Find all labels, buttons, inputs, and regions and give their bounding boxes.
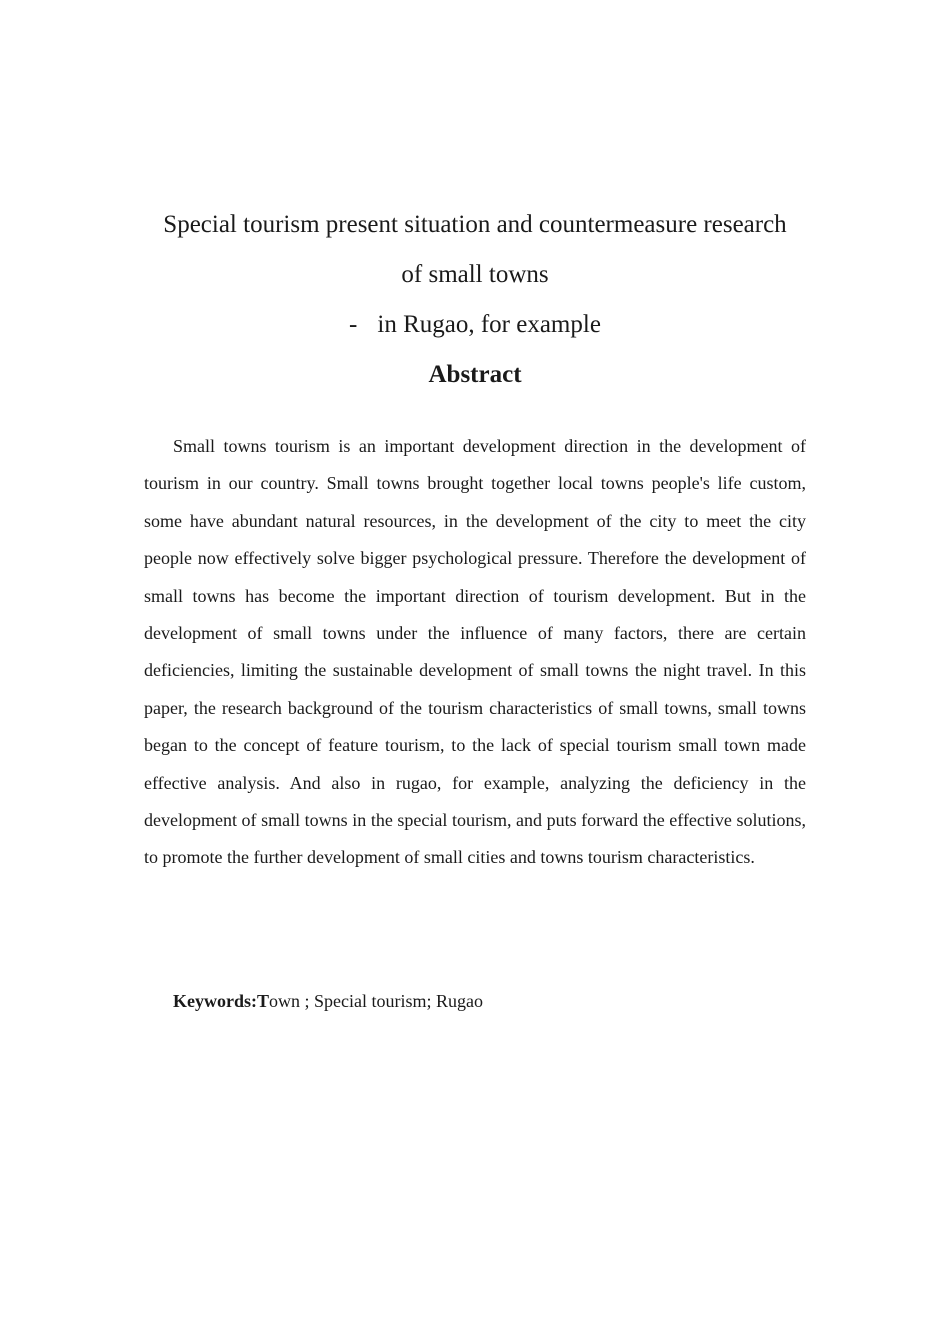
subtitle-dash: - bbox=[349, 311, 358, 338]
paper-subtitle bbox=[0, 300, 950, 350]
keywords-value: own ; Special tourism; Rugao bbox=[269, 991, 483, 1011]
abstract-heading: Abstract bbox=[428, 361, 522, 388]
paper-title-line-2: of small towns bbox=[401, 261, 549, 288]
subtitle-text: in Rugao, for example bbox=[377, 311, 601, 338]
keywords-label: Keywords:T bbox=[173, 991, 269, 1011]
title-block bbox=[0, 200, 950, 400]
keywords-line bbox=[173, 985, 483, 1017]
paper-title-line-1: Special tourism present situation and countermeasure research bbox=[163, 211, 787, 238]
abstract-body: Small towns tourism is an important development direction in the development of tourism in our country. Small towns brought together local towns people's life custom, some have abundant natural resources, in the development of the city to meet the city people now effectively solve bigger psychological pressure. Therefore the development of small towns has become the important direction of tourism development. But in the development of small towns under the influence of many factors, there are certain deficiencies, limiting the sustainable development of small towns the night travel. In this paper, the research background of the tourism characteristics of small towns, small towns began to the concept of feature tourism, to the lack of special tourism small town made effective analysis. And also in rugao, for example, analyzing the deficiency in the development of small towns in the special tourism, and puts forward the effective solutions, to promote the further development of small cities and towns tourism characteristics. bbox=[144, 436, 806, 868]
